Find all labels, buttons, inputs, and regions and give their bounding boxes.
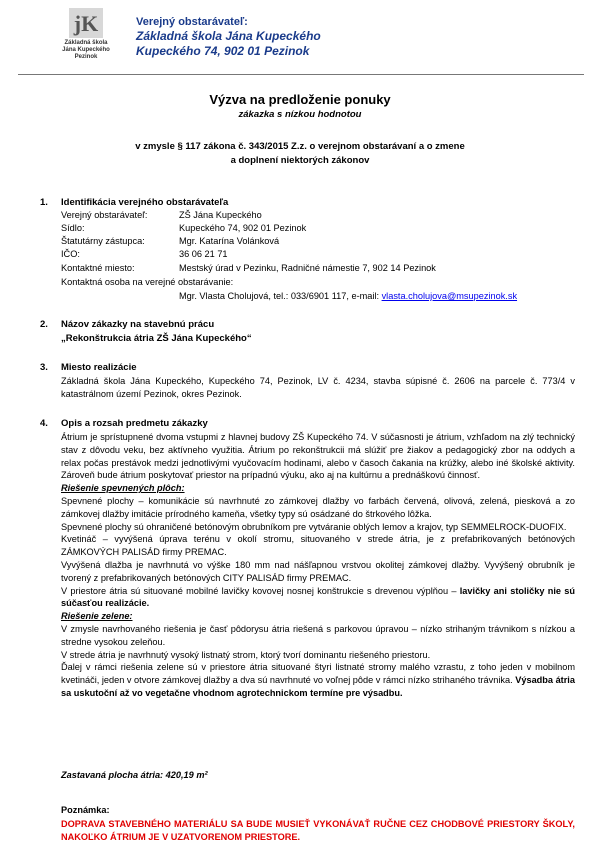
built-up-area: Zastavaná plocha átria: 420,19 m² (61, 770, 208, 780)
contact-person-label: Kontaktná osoba na verejné obstarávanie: (61, 277, 234, 287)
row-value: Kupeckého 74, 902 01 Pezinok (179, 223, 307, 233)
location-text: Základná škola Jána Kupeckého, Kupeckého 74, Pezinok, LV č. 4234, stavba súpisné č. 2606 na parcele č. 773/4 v katastrálnom území Pezinok, okres Pezinok. (61, 376, 575, 399)
paragraph: Vyvýšená dlažba je navrhnutá vo výške 180 mm nad nášľapnou vrstvou okolitej zámkovej dlažby. Vyvýšený obrubník je tvorený z prefabrikovaných betónových CITY PALISÁD firmy PREMAC. (61, 559, 575, 583)
logo-caption (55, 40, 117, 61)
document-title: Výzva na predloženie ponuky (209, 92, 391, 107)
section-4-title: Opis a rozsah predmetu zákazky (61, 418, 208, 429)
row-label: Kontaktné miesto: (61, 263, 135, 273)
row-label: Sídlo: (61, 223, 85, 233)
section-3-number: 3. (40, 362, 48, 373)
section-3-title: Miesto realizácie (61, 362, 137, 373)
row-label: Verejný obstarávateľ: (61, 210, 148, 220)
paragraph (61, 661, 575, 699)
logo-caption-line: Jána Kupeckého (62, 47, 110, 53)
row-value: Mestský úrad v Pezinku, Radničné námestie 7, 902 14 Pezinok (179, 263, 436, 273)
letterhead (0, 0, 600, 76)
paragraph-emphasis: lavičky ani stoličky nie sú súčasťou realizácie. (61, 585, 575, 609)
document-subtitle: zákazka s nízkou hodnotou (238, 109, 362, 120)
logo-caption-line: Pezinok (74, 54, 98, 60)
paragraph-text: Ďalej v rámci riešenia zelene sú v priestore átria situované štyri listnaté stromy malého vzrastu, z toho jeden v mobilnom kvetináči, jeden v otvore zámkovej dlažby a dva sú navrhnuté vo voľnej pôde v rámci nízko strihaného trávnika. (61, 662, 575, 686)
contract-name: „Rekonštrukcia átria ZŠ Jána Kupeckého“ (61, 333, 252, 344)
paragraph: V zmysle navrhovaného riešenia je časť pôdorysu átria riešená s parkovou úpravou – nízko strihaným trávnikom s nízkou a stredne vysokou zeleňou. (61, 623, 575, 647)
section-1-number: 1. (40, 197, 48, 208)
contracting-authority-label: Verejný obstarávateľ: (136, 16, 248, 28)
paragraph: Spevnené plochy sú ohraničené betónovým obrubníkom pre vytváranie oblých lemov a krajov, typ SEMMELROCK-DUOFIX. (61, 521, 567, 532)
paragraph: V strede átria je navrhnutý vysoký listnatý strom, ktorý tvorí dominantu riešeného priestoru. (61, 649, 431, 660)
school-logo-icon (69, 8, 103, 38)
note-label: Poznámka: (61, 805, 110, 815)
law-reference-line-2: a doplnení niektorých zákonov (230, 155, 370, 166)
logo-caption-line: Základná škola (64, 40, 108, 46)
row-value: 36 06 21 71 (179, 249, 228, 259)
paragraph: Kvetináč – vyvýšená úprava terénu v okolí stromu, situovaného v strede átria, je z prefabrikovaných betónových ZÁMKOVÝCH PALISÁD firmy PREMAC. (61, 534, 575, 558)
contracting-authority-name: Základná škola Jána Kupeckého (136, 29, 321, 43)
row-label: IČO: (61, 249, 80, 259)
contracting-authority-address: Kupeckého 74, 902 01 Pezinok (136, 44, 310, 58)
contact-person-text: Mgr. Vlasta Cholujová, tel.: 033/6901 117, e-mail: (179, 291, 382, 301)
law-reference-line-1: v zmysle § 117 zákona č. 343/2015 Z.z. o verejnom obstarávaní a o zmene (135, 141, 465, 152)
section-4-number: 4. (40, 418, 48, 429)
section-2-number: 2. (40, 319, 48, 330)
paragraph: Spevnené plochy – komunikácie sú navrhnuté zo zámkovej dlažby vo farbách červená, olivová, zelená, piesková a zo zámkovej dlažby imitácie prírodného kameňa, všetky typy sú osádzané do štrkového lôžka. (61, 495, 575, 519)
school-logo (55, 8, 117, 70)
row-value: ZŠ Jána Kupeckého (179, 210, 262, 220)
contact-person-value (179, 291, 517, 301)
paragraph (61, 585, 575, 611)
row-label: Štatutárny zástupca: (61, 236, 145, 246)
contact-email-link[interactable]: vlasta.cholujova@msupezinok.sk (381, 291, 518, 301)
section-1-title: Identifikácia verejného obstarávateľa (61, 197, 229, 208)
subheading-paved-areas: Riešenie spevnených plôch: (61, 483, 185, 494)
paragraph-text: V priestore átria sú situované mobilné lavičky kovovej nosnej konštrukcie s drevenou výplňou – (61, 585, 460, 596)
section-4-body (61, 431, 575, 700)
row-value: Mgr. Katarína Volánková (179, 236, 280, 246)
svg-text:jK: jK (73, 11, 99, 36)
section-2-title: Názov zákazky na stavebnú prácu (61, 319, 215, 330)
header-divider (18, 74, 584, 75)
paragraph-emphasis: Výsadba átria sa uskutoční až vo vegetačne vhodnom agrotechnickom termíne pre výsadbu. (61, 675, 575, 698)
subheading-greenery: Riešenie zelene: (61, 611, 133, 622)
intro-paragraph: Átrium je sprístupnené dvoma vstupmi z hlavnej budovy ZŠ Kupeckého 74. V súčasnosti je átrium, vzhľadom na zlý technický stav z dôvodu veku, bez aktívneho využitia. Átrium po rekonštrukcii má slúžiť pre žiakov a pedagogický zbor na oddych a relax počas prestávok medzi jednotlivými vyučovacím hodinami, alebo v časoch čakania na krúžky, alebo iné školské aktivity. Zároveň bude átrium poskytovať priestor na prípadnú výuku, ako aj na kultúrnu a prednáškovú činnosť. (61, 432, 575, 481)
note-text: DOPRAVA STAVEBNÉHO MATERIÁLU SA BUDE MUSIEŤ VYKONÁVAŤ RUČNE CEZ CHODBOVÉ PRIESTORY ŠKOLY, NAKOĽKO ÁTRIUM JE V UZATVORENOM PRIESTORE. (61, 819, 575, 842)
